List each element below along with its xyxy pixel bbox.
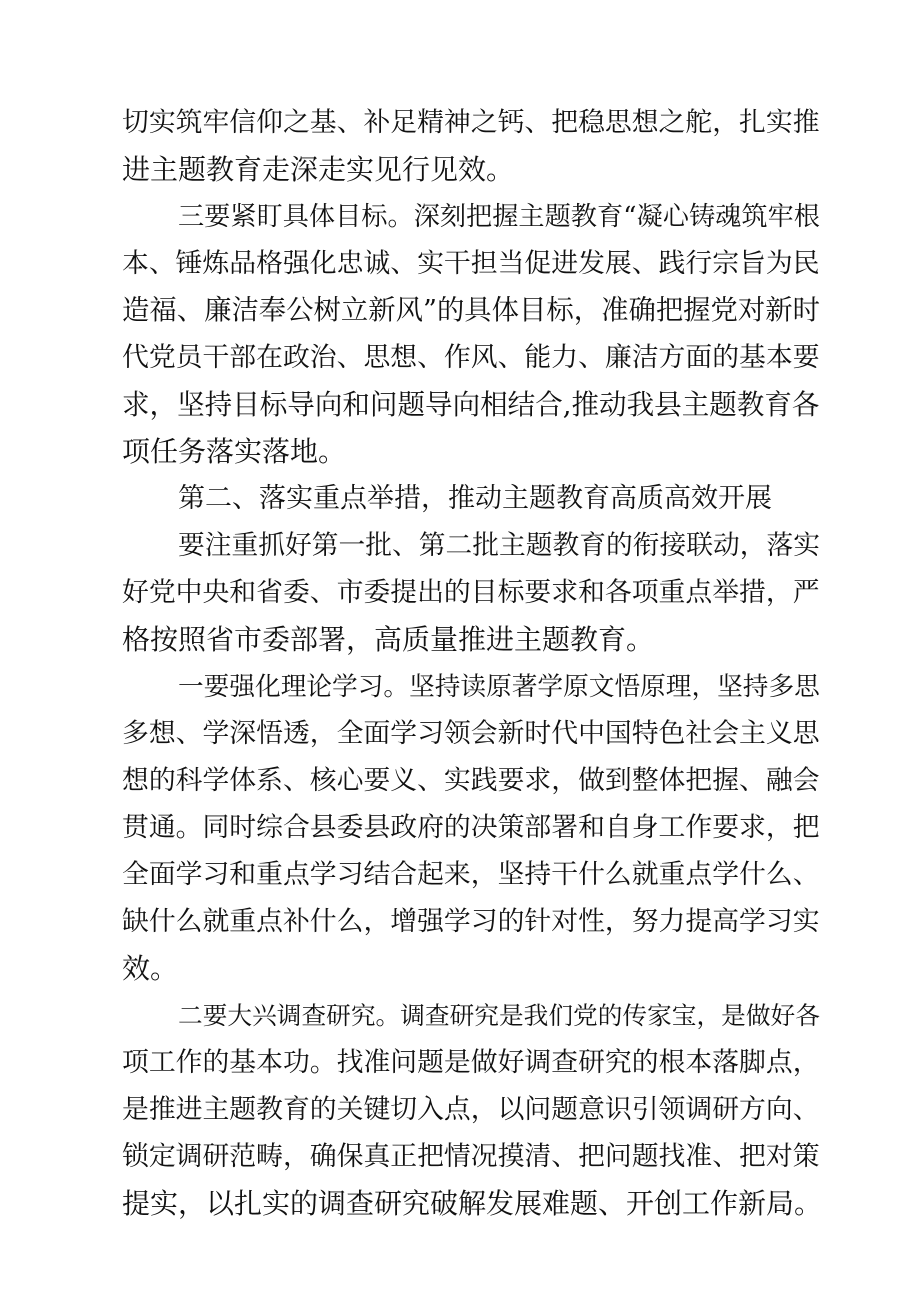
body-line	[122, 856, 820, 894]
line-text: 调查研究是我们党的传家宝，是做好各	[400, 1001, 820, 1030]
line-text: 项工作的基本功。找准问题是做好调查研究的根本落脚点，	[122, 1047, 820, 1078]
line-text: 锁定调研范畴，确保真正把情况摸清、把问题找准、把对策	[122, 1141, 820, 1172]
line-text: 是推进主题教育的关键切入点，以问题意识引领调研方向、	[122, 1094, 820, 1125]
body-line	[122, 1044, 820, 1082]
line-text: 提实，以扎实的调查研究破解发展难题、开创工作新局。	[122, 1187, 823, 1220]
section-line	[178, 997, 820, 1035]
section-heading-text: 第二、落实重点举措，推动主题教育高质高效开展	[178, 483, 772, 514]
line-text: 好党中央和省委、市委提出的目标要求和各项重点举措，严	[122, 577, 820, 608]
body-line	[178, 527, 820, 565]
line-text: 求，坚持目标导向和问题导向相结合,推动我县主题教育各	[122, 389, 820, 421]
section-lead: 三要紧盯具体目标。	[178, 202, 414, 232]
body-line	[122, 1138, 820, 1176]
line-text: 要注重抓好第一批、第二批主题教育的衔接联动，落实	[178, 530, 821, 561]
line-text: 切实筑牢信仰之基、补足精神之钙、把稳思想之舵，扎实推	[122, 107, 820, 138]
body-line	[122, 950, 178, 988]
body-line	[122, 433, 346, 471]
line-text: 深刻把握主题教育“凝心铸魂筑牢根	[413, 202, 820, 232]
line-text: 想的科学体系、核心要义、实践要求，做到整体把握、融会	[122, 765, 820, 796]
section-lead: 一要强化理论学习。	[178, 672, 410, 702]
line-text: 本、锤炼品格强化忠诚、实干担当促进发展、践行宗旨为民	[122, 248, 820, 279]
body-line	[122, 292, 820, 330]
line-text: 贯通。同时综合县委县政府的决策部署和自身工作要求，把	[122, 812, 820, 843]
line-text: 造福、廉洁奉公树立新风”的具体目标，准确把握党对新时	[122, 295, 820, 326]
body-line	[122, 151, 514, 189]
line-text: 格按照省市委部署，高质量推进主题教育。	[122, 623, 655, 656]
body-line	[122, 903, 820, 941]
line-text: 全面学习和重点学习结合起来，坚持干什么就重点学什么、	[122, 859, 820, 890]
body-line	[122, 1185, 822, 1223]
line-text: 项任务落实落地。	[122, 435, 347, 468]
body-line	[122, 339, 820, 377]
line-text: 坚持读原著学原文悟原理，坚持多思	[409, 672, 820, 702]
body-line	[122, 621, 654, 659]
line-text: 代党员干部在政治、思想、作风、能力、廉洁方面的基本要	[122, 342, 820, 373]
body-line	[122, 809, 820, 847]
body-line	[122, 245, 820, 283]
body-line	[122, 1091, 820, 1129]
section-heading	[178, 480, 772, 518]
line-text: 多想、学深悟透，全面学习领会新时代中国特色社会主义思	[122, 718, 820, 749]
body-line	[122, 574, 820, 612]
section-line	[178, 198, 820, 236]
section-line	[178, 668, 820, 706]
line-text: 效。	[122, 952, 179, 985]
body-line	[122, 762, 820, 800]
line-text: 进主题教育走深走实见行见效。	[122, 153, 515, 186]
body-line	[122, 386, 819, 424]
line-text: 缺什么就重点补什么，增强学习的针对性，努力提高学习实	[122, 906, 820, 937]
body-line	[122, 715, 820, 753]
body-line	[122, 104, 820, 142]
section-lead: 二要大兴调查研究。	[178, 1001, 401, 1030]
